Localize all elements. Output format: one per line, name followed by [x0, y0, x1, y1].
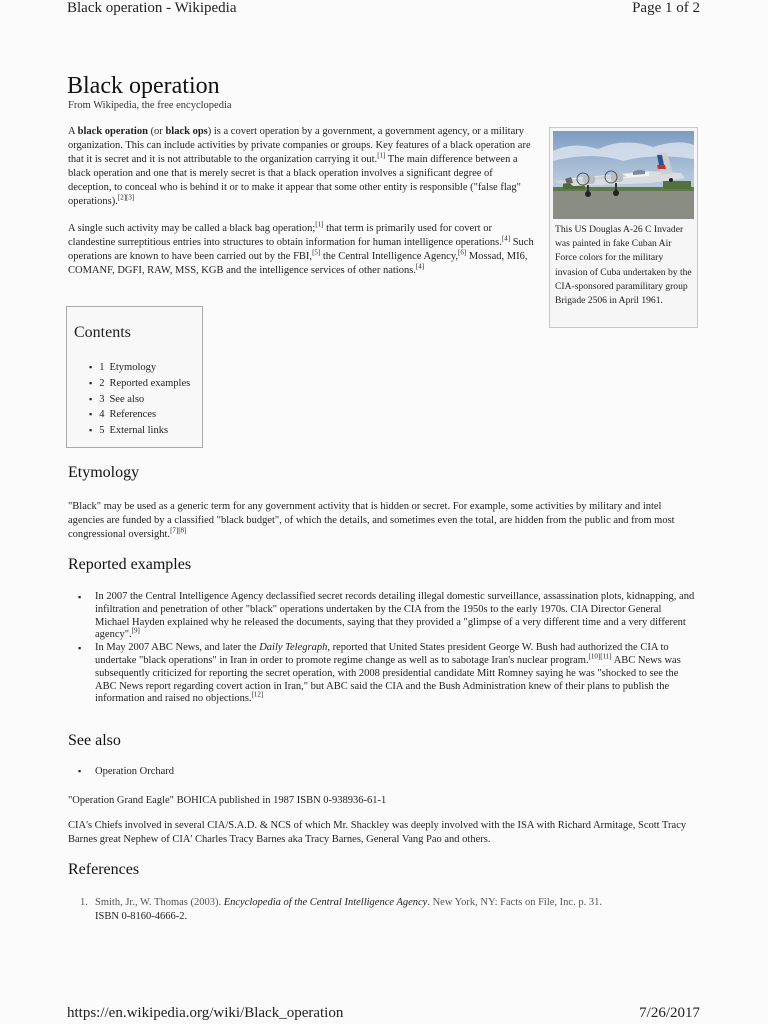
print-header-title: Black operation - Wikipedia — [67, 0, 237, 16]
isbn-link[interactable]: ISBN 0-8160-4666-2 — [95, 910, 185, 922]
toc-item-etymology[interactable]: ▪ 1 Etymology — [89, 360, 190, 376]
citation-link[interactable]: [9] — [131, 626, 140, 635]
cia-chiefs-paragraph: CIA's Chiefs involved in several CIA/S.A.D. & NCS of which Mr. Shackley was deeply involved with the ISA with Richard Armitage, Scott Tracy Barnes great Nephew of CIA' Charles Tracy Barnes aka Tracy Barnes, General Vang Pao and others. — [68, 820, 687, 845]
citation-link[interactable]: [6] — [458, 248, 467, 257]
print-footer — [67, 1005, 700, 1022]
citation-link[interactable]: [4] — [501, 234, 511, 243]
toc-list — [89, 360, 190, 439]
etymology-heading: Etymology — [68, 464, 140, 481]
intro-paragraph: A black operation (or black ops) is a covert operation by a government, a government agency, or a military organization. This can include activities by private companies or groups. Key features of a black operation are that it is secret and it is not attributable to the organization carrying it out.[1] The main difference between a black operation and one that is merely secret is that a black operation involves a significant degree of deception, to conceal who is behind it or to make it appear that some other entity is responsible ("false flag" operations).[2][3] — [68, 126, 531, 207]
citation-link[interactable]: [5] — [312, 248, 321, 257]
citation-link[interactable]: [10][11] — [588, 652, 612, 661]
reported-examples-list — [78, 591, 698, 706]
citation-link[interactable]: [1] — [315, 220, 324, 229]
citation-link[interactable]: [7][8] — [170, 526, 187, 535]
toc-item-reported-examples[interactable]: ▪ 2 Reported examples — [89, 376, 190, 392]
see-also-link[interactable]: ▪ Operation Orchard — [78, 766, 174, 777]
references-list — [80, 896, 670, 923]
toc-title: Contents — [74, 324, 131, 341]
bold-term: black operation — [77, 126, 148, 137]
reference-title: Encyclopedia of the Central Intelligence Agency — [223, 897, 428, 908]
reported-examples-heading: Reported examples — [68, 556, 192, 573]
print-header — [67, 0, 700, 17]
toc-item-references[interactable]: ▪ 4 References — [89, 407, 190, 423]
list-item: ▪ In 2007 the Central Intelligence Agency declassified secret records detailing illegal domestic surveillance, assassination plots, kidnapping, and infiltration and penetration of other "black" operations undertaken by the CIA from the 1950s to the early 1970s. CIA Director General Michael Hayden explained why he released the documents, saying that they provided a "glimpse of a very different time and a very different agency".[9] — [78, 591, 698, 642]
aircraft-photo[interactable] — [553, 131, 694, 219]
toc-item-external-links[interactable]: ▪ 5 External links — [89, 423, 190, 439]
citation-link[interactable]: [1] — [377, 151, 386, 160]
italic-title: Daily Telegraph — [259, 642, 328, 654]
article-title: Black operation — [67, 73, 220, 99]
toc-item-see-also[interactable]: ▪ 3 See also — [89, 392, 190, 408]
print-date: 7/26/2017 — [639, 1005, 700, 1021]
page-indicator: Page 1 of 2 — [632, 0, 700, 16]
black-bag-paragraph: A single such activity may be called a black bag operation;[1] that term is primarily used for covert or clandestine surreptitious entries into structures to obtain information for human intelligence operations.[4] Such operations are known to have been carried out by the FBI,[5] the Central Intelligence Agency,[6] Mossad, MI6, COMANF, DGFI, RAW, MSS, KGB and the intelligence services of other nations.[4] — [68, 220, 534, 276]
grand-eagle-paragraph: "Operation Grand Eagle" BOHICA published in 1987 ISBN 0-938936-61-1 — [68, 795, 387, 806]
page-url: https://en.wikipedia.org/wiki/Black_operation — [67, 1005, 344, 1021]
citation-link[interactable]: [4] — [415, 262, 425, 271]
aircraft-illustration — [553, 131, 694, 219]
article-subtitle: From Wikipedia, the free encyclopedia — [68, 100, 232, 111]
image-caption: This US Douglas A-26 C Invader was painted in fake Cuban Air Force colors for the military invasion of Cuba undertaken by the CIA-sponsored paramilitary group Brigade 2506 in April 1961. — [555, 224, 692, 307]
reference-item: 1. Smith, Jr., W. Thomas (2003). Encyclopedia of the Central Intelligence Agency. New York, NY: Facts on File, Inc. p. 31. ISBN 0-8160-4666-2. — [80, 897, 602, 922]
list-item: ▪ In May 2007 ABC News, and later the Daily Telegraph, reported that United States president George W. Bush had authorized the CIA to undertake "black operations" in Iran in order to promote regime change as well as to sabotage Iran's nuclear program.[10][11] ABC News was subsequently criticized for reporting the secret operation, with 2008 presidential candidate Mitt Romney saying he was "shocked to see the ABC News report regarding covert action in Iran," but ABC said the CIA and the Bush Administration knew of their plans to publish the information and raised no objections.[12] — [78, 642, 698, 706]
citation-link[interactable]: [2][3] — [117, 193, 135, 202]
citation-link[interactable]: [12] — [251, 690, 264, 699]
table-of-contents — [66, 306, 203, 448]
see-also-list — [78, 766, 174, 777]
etymology-paragraph: "Black" may be used as a generic term for any government activity that is hidden or secret. For example, some activities by military and intel agencies are funded by a classified "black budget", of which the details, and sometimes even the total, are hidden from the public and from most congressional oversight.[7][8] — [68, 501, 675, 540]
see-also-heading: See also — [68, 732, 121, 749]
bold-term: black ops — [165, 126, 208, 137]
aircraft-thumbnail — [549, 127, 698, 328]
references-heading: References — [68, 861, 140, 878]
